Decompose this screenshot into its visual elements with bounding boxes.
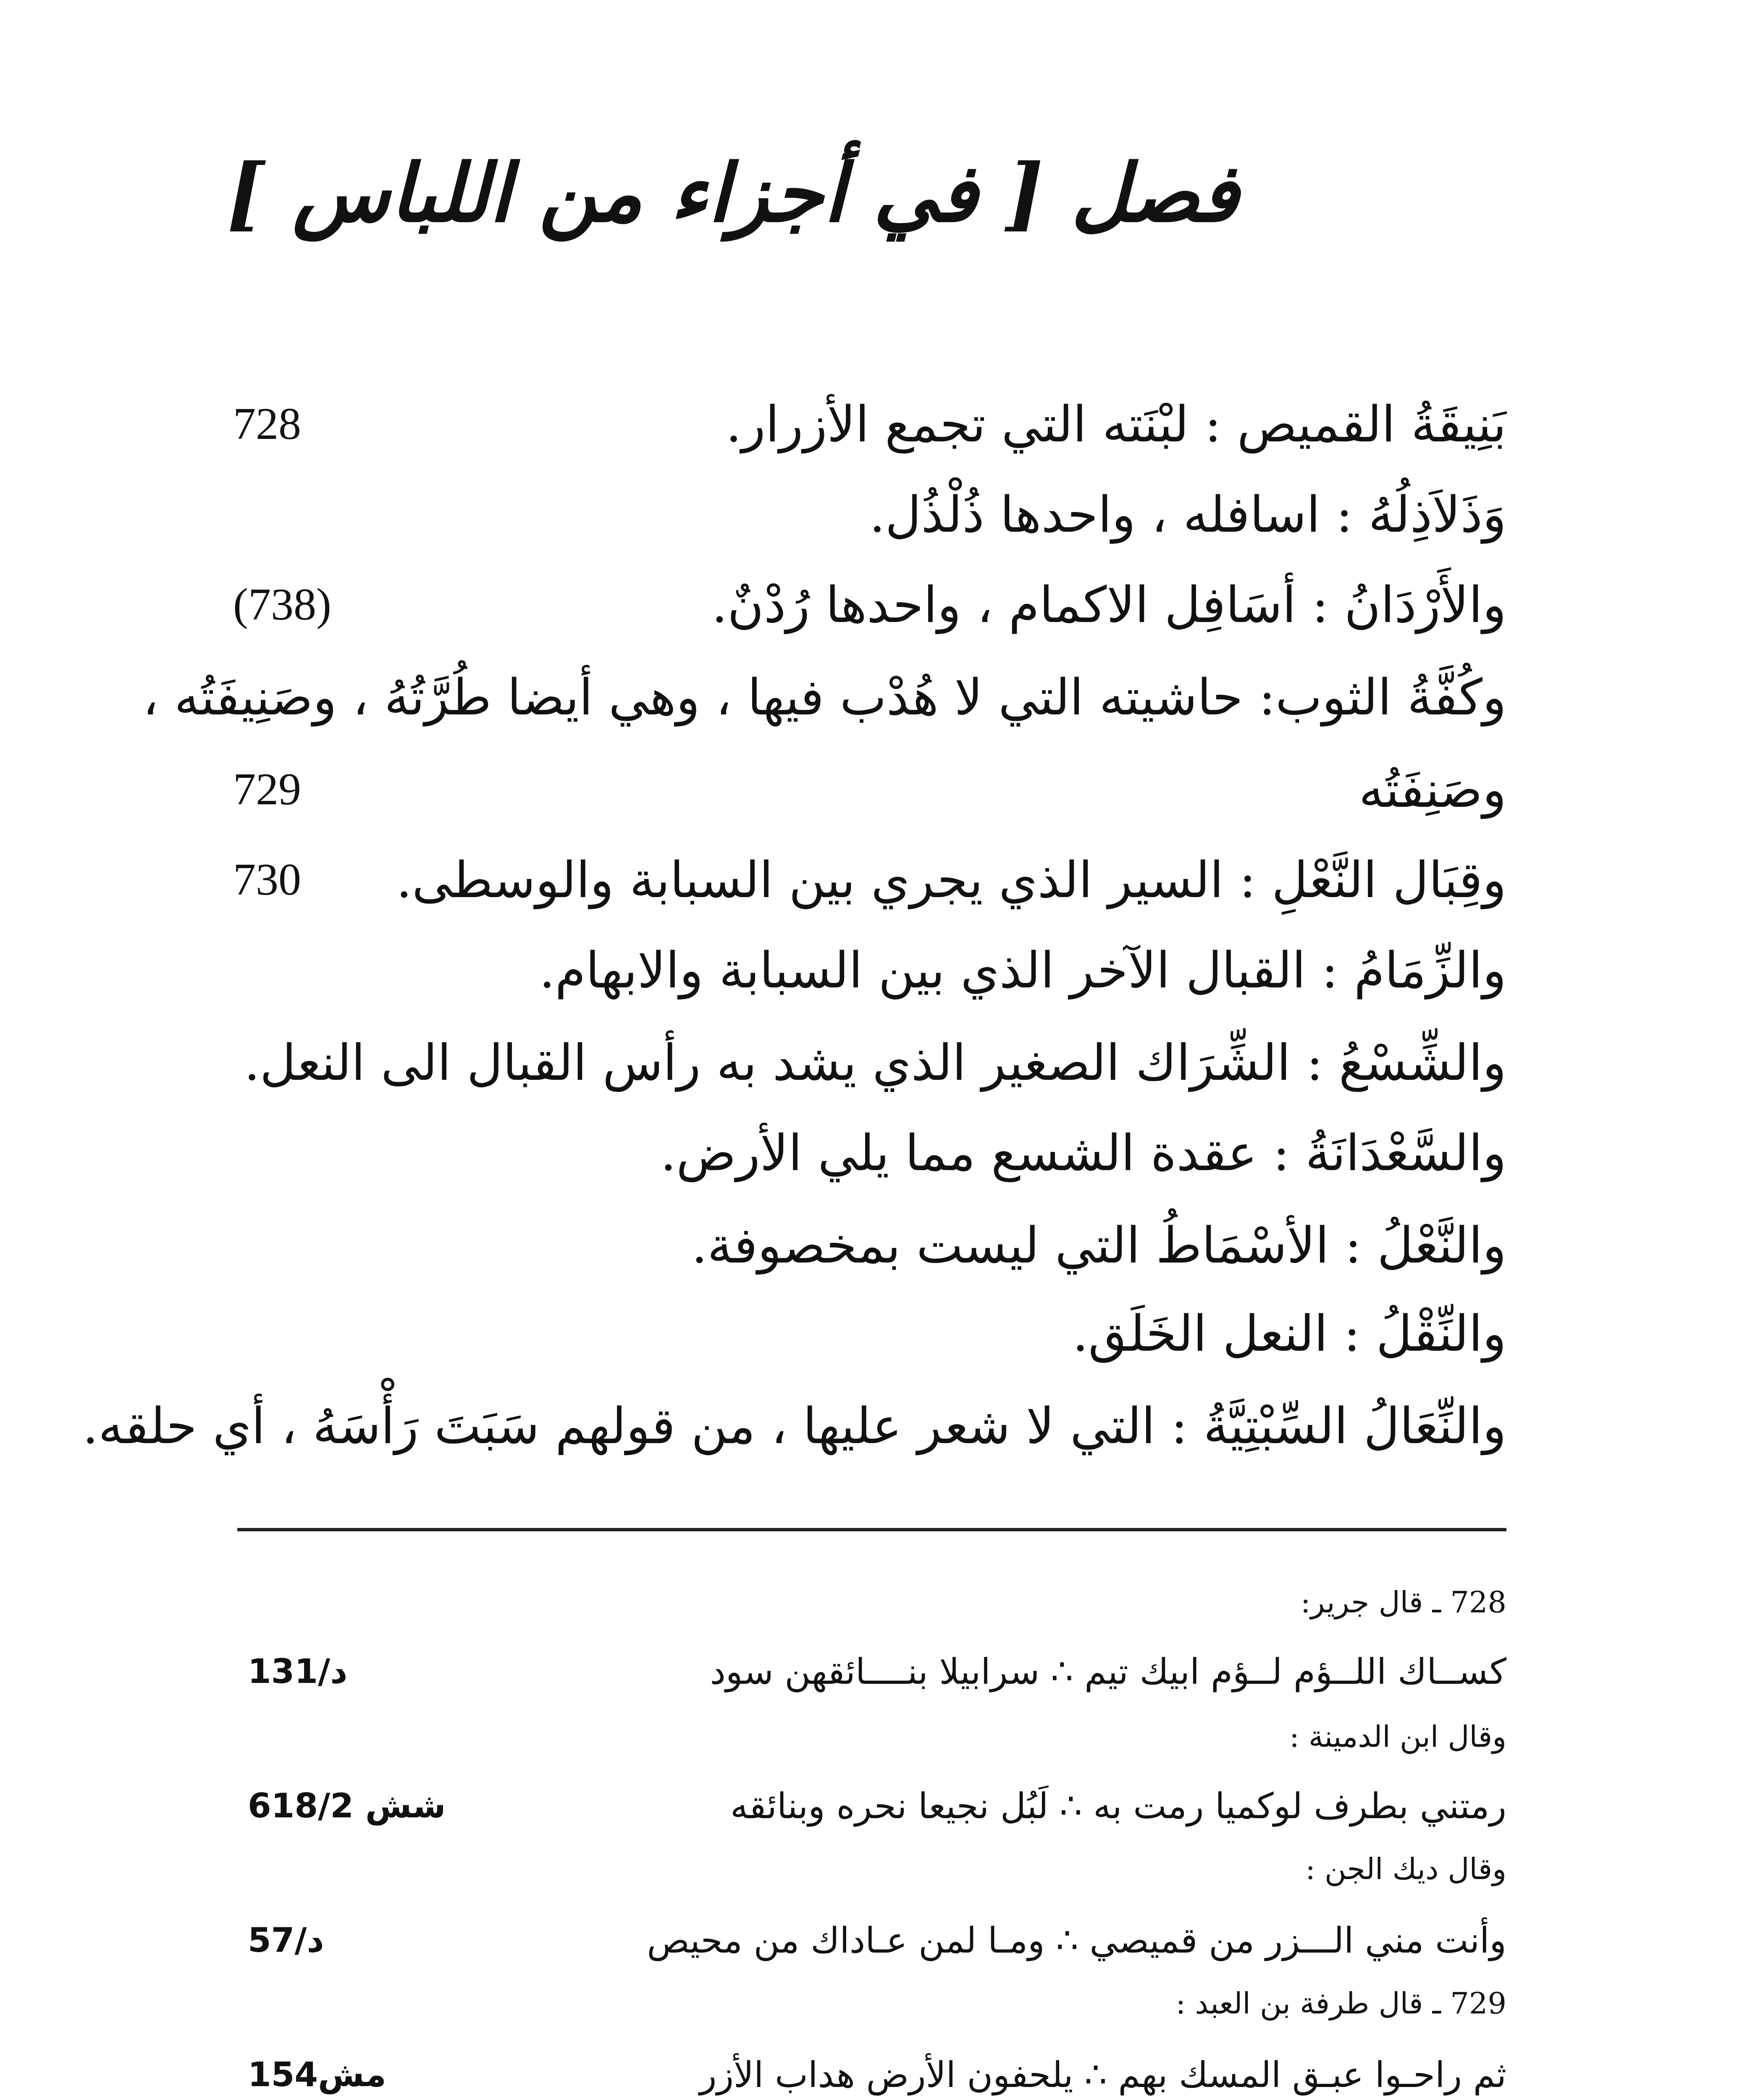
footnote-line xyxy=(0,1640,1750,1703)
entry-line xyxy=(0,655,1750,739)
entry-line xyxy=(0,563,1750,647)
entry-text: والزِّمَامُ : القبال الآخر الذي بين السبابة والابهام. xyxy=(539,941,1506,999)
footnote-line xyxy=(0,1705,1750,1768)
footnote-text: كســاك اللــؤم لــؤم ابيك تيم ∴ سرابيلا بنــــائقهن سود xyxy=(710,1651,1506,1692)
entry-text: وصَنِفَتُه xyxy=(1359,761,1506,819)
footnote-reference: مش154 xyxy=(248,2055,386,2094)
footnote-line xyxy=(0,1972,1750,2035)
entry-text: والنِّقْلُ : النعل الخَلَق. xyxy=(1072,1305,1506,1362)
entry-line xyxy=(0,928,1750,1012)
entry-text: والشِّسْعُ : الشِّرَاك الصغير الذي يشد به رأس القبال الى النعل. xyxy=(244,1034,1506,1092)
entry-number: (738) xyxy=(233,580,331,630)
entry-text: وَذَلاَذِلُهُ : اسافله ، واحدها ذُلْذُل. xyxy=(869,486,1506,543)
entry-line xyxy=(0,1203,1750,1287)
footnote-text: 729 ـ قال طرفة بن العبد : xyxy=(1175,1986,1506,2021)
entry-number: 728 xyxy=(233,399,301,449)
entry-number: 729 xyxy=(233,764,301,814)
footnote-reference: شش 618/2 xyxy=(248,1786,446,1825)
entry-line xyxy=(0,1292,1750,1376)
footnote-text: وأنت مني الـــزر من قميصي ∴ ومـا لمن عـاداك من محيص xyxy=(647,1920,1506,1961)
entry-line xyxy=(0,838,1750,922)
entry-text: بَنِيقَةُ القميص : لبْنَته التي تجمع الأزرار. xyxy=(726,395,1506,453)
entry-line xyxy=(0,1021,1750,1105)
page-title: فصل [ في أجزاء من اللباس ] xyxy=(227,146,1239,240)
footnote-line xyxy=(0,1838,1750,1900)
footnote-reference: د/57 xyxy=(248,1921,324,1960)
entry-line xyxy=(0,1384,1750,1468)
footnote-line xyxy=(0,1571,1750,1634)
entry-line xyxy=(0,1111,1750,1195)
footnote-text: 728 ـ قال جرير: xyxy=(1300,1585,1506,1620)
footnote-line xyxy=(0,2043,1750,2100)
entry-text: والأَرْدَانُ : أسَافِل الاكمام ، واحدها رُدْنٌ. xyxy=(711,576,1506,634)
footnote-reference: د/131 xyxy=(248,1652,348,1691)
footnote-text: وقال ابن الدمينة : xyxy=(1289,1719,1506,1754)
entry-text: وقِبَال النَّعْلِ : السير الذي يجري بين السبابة والوسطى. xyxy=(396,851,1506,909)
entry-text: وكُفَّةُ الثوب: حاشيته التي لا هُدْب فيها ، وهي أيضا طُرَّتُهُ ، وصَنِيفَتُه ، xyxy=(142,668,1506,726)
footnote-text: رمتني بطرف لوكميا رمت به ∴ لَبُل نجيعا نحره وبنائقه xyxy=(730,1785,1506,1827)
entry-text: والنِّعَالُ السِّبْتِيَّةُ : التي لا شعر عليها ، من قولهم سَبَتَ رَأْسَهُ ، أي حلقه. xyxy=(82,1397,1506,1455)
entry-line xyxy=(0,748,1750,832)
entry-number: 730 xyxy=(233,855,301,905)
footnote-text: ثم راحـوا عبـق المسك بهم ∴ يلحفون الأرض هداب الأزر xyxy=(699,2054,1506,2095)
entry-line xyxy=(0,472,1750,556)
footnote-line xyxy=(0,1774,1750,1838)
entry-text: والنَّعْلُ : الأسْمَاطُ التي ليست بمخصوفة. xyxy=(691,1216,1506,1274)
footnote-text: وقال ديك الجن : xyxy=(1305,1852,1506,1886)
entry-text: والسَّعْدَانَةُ : عقدة الشسع مما يلي الأرض. xyxy=(660,1124,1506,1182)
footnote-divider xyxy=(237,1528,1506,1531)
footnote-line xyxy=(0,1909,1750,1972)
entry-line xyxy=(0,382,1750,466)
